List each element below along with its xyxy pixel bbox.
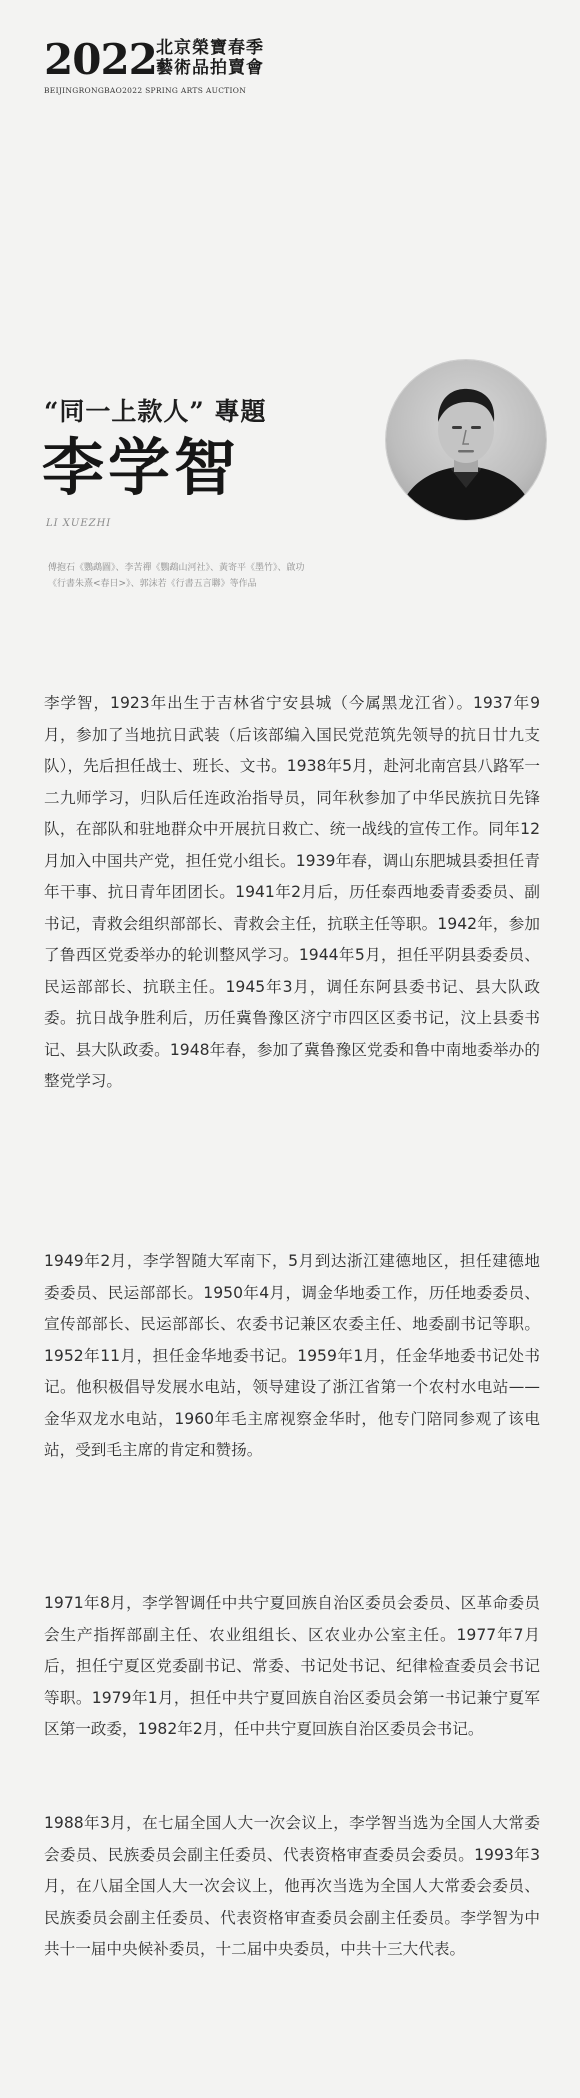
works-list: 傅抱石《鸚鵡圖》、李苦禪《鸚鵡山河社》、黃寄平《墨竹》、啟功《行書朱熹<春日>》、郭沫若《行書五言聯》等作品 — [48, 563, 305, 589]
portrait-photo-icon — [386, 360, 546, 520]
person-name-pinyin: LI XUEZHI — [46, 518, 112, 529]
logo-chinese-title — [156, 38, 276, 78]
bio-paragraph-3: 1971年8月，李学智调任中共宁夏回族自治区委员会委员、区革命委员会生产指挥部副主任、农业组组长、区农业办公室主任。1977年7月后，担任宁夏区党委副书记、常委、书记处书记、纪律检查委员会书记等职。1979年1月，担任中共宁夏回族自治区委员会第一书记兼宁夏军区第一政委，1982年2月，任中共宁夏回族自治区委员会书记。 — [44, 1594, 540, 1738]
logo-english: BEIJINGRONGBAO2022 SPRING ARTS AUCTION — [44, 86, 247, 95]
logo-year: 2022 — [44, 35, 157, 84]
person-name: 李学智 — [42, 431, 241, 504]
portrait-figure — [386, 360, 546, 520]
bio-paragraph-4: 1988年3月，在七届全国人大一次会议上，李学智当选为全国人大常委会委员、民族委员会副主任委员、代表资格审查委员会委员。1993年3月，在八届全国人大一次会议上，他再次当选为全国人大常委会委员、民族委员会副主任委员、代表资格审查委员会副主任委员。李学智为中共十一届中央候补委员，十二届中央委员，中共十三大代表。 — [44, 1814, 540, 1958]
logo-line-1: 北京榮寶春季 — [156, 38, 264, 58]
feature-subtitle: “同一上款人” 專題 — [44, 397, 267, 426]
bio-paragraph-1: 李学智，1923年出生于吉林省宁安县城（今属黑龙江省）。1937年9月，参加了当地抗日武装（后该部编入国民党范筑先领导的抗日廿九支队），先后担任战士、班长、文书。1938年5月，赴河北南宫县八路军一二九师学习，归队后任连政治指导员，同年秋参加了中华民族抗日先锋队，在部队和驻地群众中开展抗日救亡、统一战线的宣传工作。同年12月加入中国共产党，担任党小组长。1939年春，调山东肥城县委担任青年干事、抗日青年团团长。1941年2月后，历任泰西地委青委委员、副书记，青救会组织部部长、青救会主任，抗联主任等职。1942年，参加了鲁西区党委举办的轮训整风学习。1944年5月，担任平阴县委委员、民运部部长、抗联主任。1945年3月，调任东阿县委书记、县大队政委。抗日战争胜利后，历任冀鲁豫区济宁市四区区委书记，汶上县委书记、县大队政委。1948年春，参加了冀鲁豫区党委和鲁中南地委举办的整党学习。 — [44, 694, 540, 1090]
logo-line-2: 藝術品拍賣會 — [156, 58, 264, 78]
bio-paragraph-2: 1949年2月，李学智随大军南下，5月到达浙江建德地区，担任建德地委委员、民运部部长。1950年4月，调金华地委工作，历任地委委员、宣传部部长、民运部部长、农委书记兼区农委主任、地委副书记等职。1952年11月，担任金华地委书记。1959年1月，任金华地委书记处书记。他积极倡导发展水电站，领导建设了浙江省第一个农村水电站——金华双龙水电站，1960年毛主席视察金华时，他专门陪同参观了该电站，受到毛主席的肯定和赞扬。 — [44, 1252, 540, 1459]
